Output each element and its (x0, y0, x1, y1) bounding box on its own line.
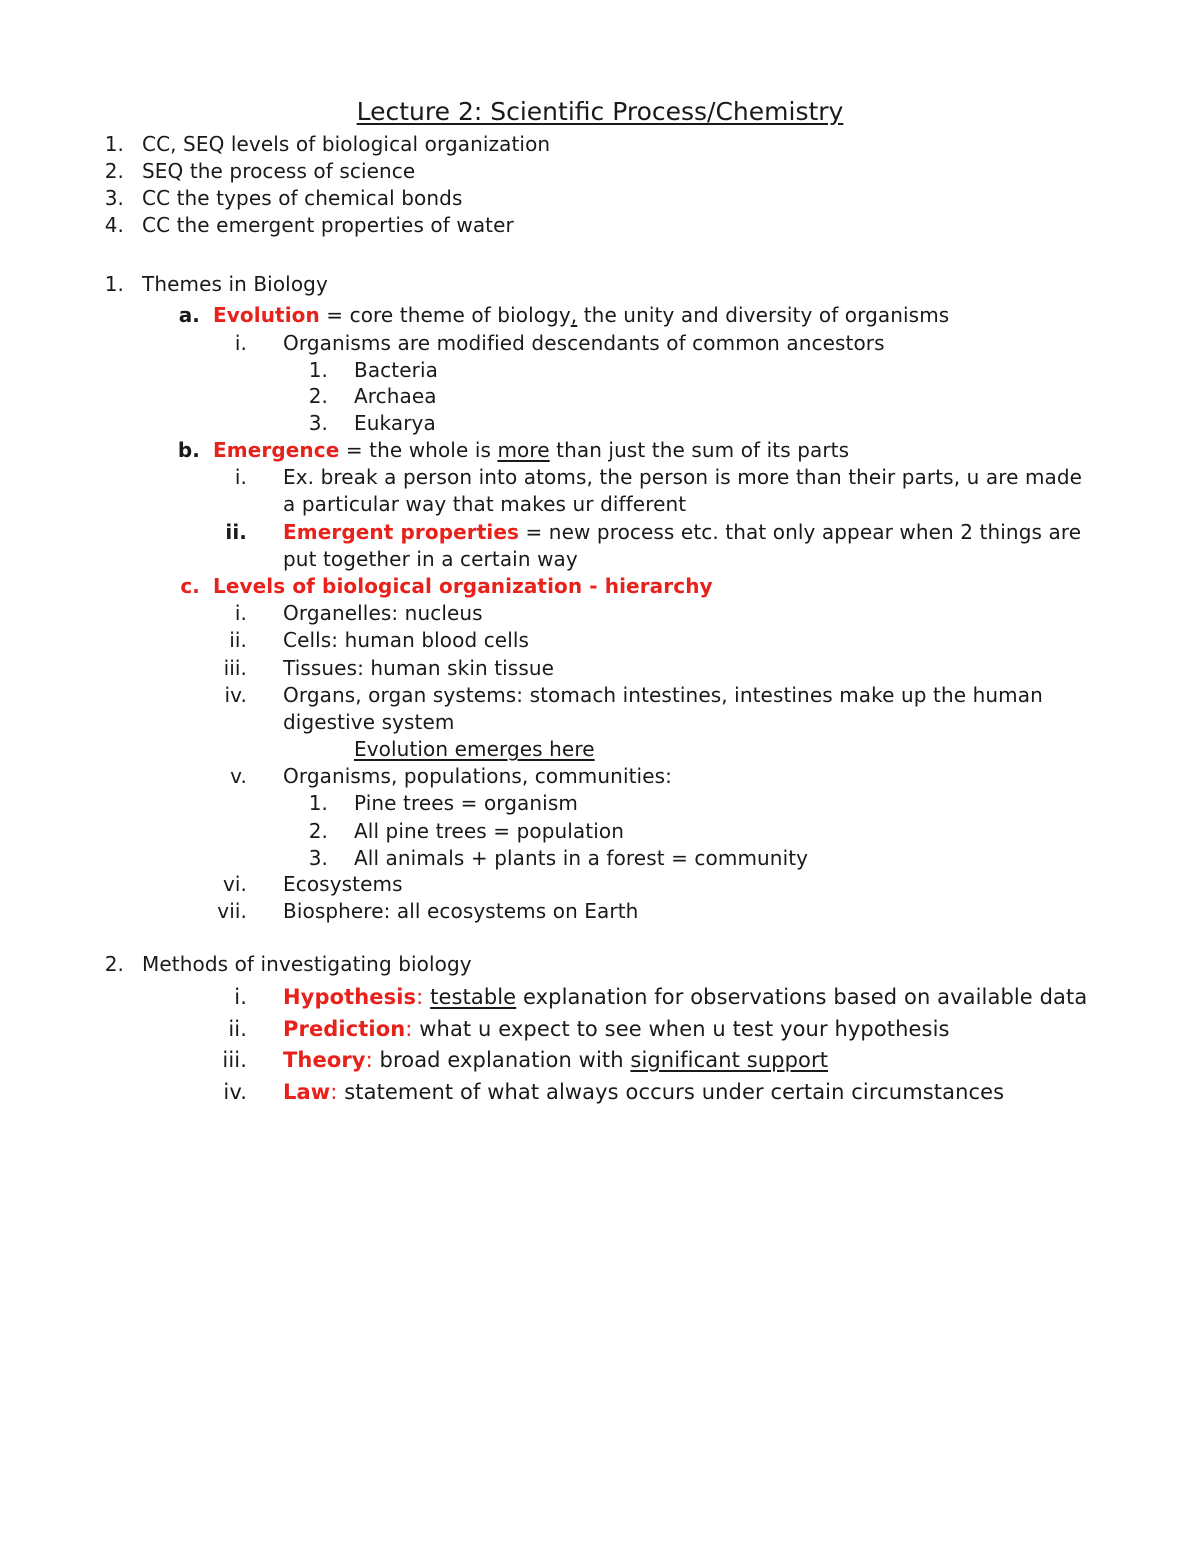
term-emergence: Emergence (213, 438, 340, 462)
term-prediction: Prediction (283, 1017, 406, 1041)
levels-heading: Levels of biological organization - hierarchy (213, 574, 713, 598)
list-item-continuation: put together in a certain way (283, 547, 578, 571)
term-emergent-properties: Emergent properties (283, 520, 520, 544)
page-title: Lecture 2: Scientific Process/Chemistry (356, 97, 844, 126)
level-item-continuation: digestive system (283, 710, 455, 734)
term-theory: Theory (283, 1048, 366, 1072)
term-hypothesis: Hypothesis (283, 985, 417, 1009)
list-item-continuation: a particular way that makes ur different (283, 492, 687, 516)
term-law: Law (283, 1080, 331, 1104)
evolution-note: Evolution emerges here (354, 737, 595, 761)
document-page: Lecture 2: Scientific Process/Chemistry 1. CC, SEQ levels of biological organization 2. SEQ the process of science 3. CC the types of chemical bonds 4. CC the emergent properties of water 1. Themes in Biology a. Evolution = core theme of biology, the unity and diversity of organisms i. Organisms are modified descendants of common ancestors 1. Bacteria 2. Archaea 3. Eukarya b. Emergence = the whole is more than just the sum of its parts i. Ex. break a person into atoms, the person is more than their parts, u are made a particular way that makes ur different ii. Emergent properties = new process etc. that only appear when 2 things are put together in a certain way c. Levels of biological organization - hierarchy i. Organelles: nucleus ii. Cells: human blood cells iii. Tissues: human skin tissue iv. Organs, organ systems: stomach intestines, intestines make up the human digestive system Evolution emerges here v. Organisms, populations, communities: 1. Pine trees = organism 2. All pine trees = population 3. All animals + plants in a forest = community vi. Ecosystems vii. Biosphere: all ecosystems on Earth 2. Methods of investigating biology i. Hypothesis: testable explanation for observations based on available data ii. Prediction: what u expect to see when u test your hypothesis iii. Theory: broad explanation with significant support iv. Law: statement of what always occurs under certain circumstances (0, 0, 1200, 1553)
term-evolution: Evolution (213, 303, 320, 327)
